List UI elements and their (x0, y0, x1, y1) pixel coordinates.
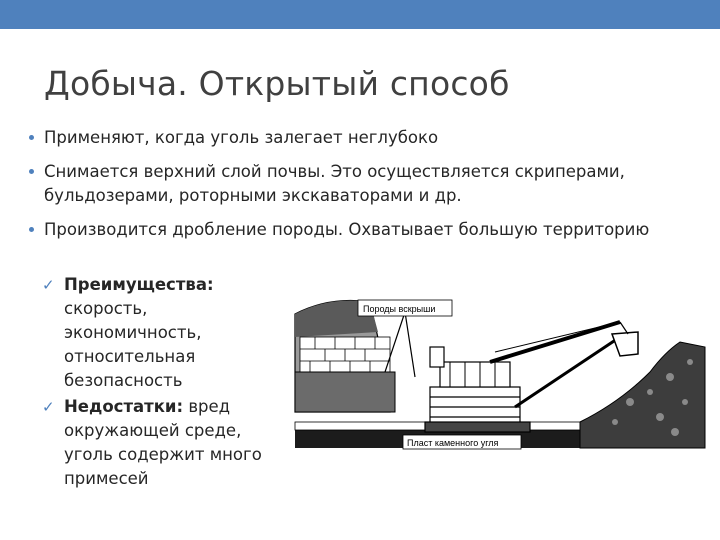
top-accent-bar (0, 0, 720, 29)
checkmark-icon: ✓ (42, 276, 55, 294)
bullet-dot-icon (29, 169, 34, 174)
bullet-list (28, 126, 708, 252)
slide-title: Добыча. Открытый способ (44, 64, 510, 103)
advantages-item (42, 273, 286, 393)
bullet-text: Производится дробление породы. Охватывает большую территорию (44, 220, 650, 239)
advantages-text: скорость, экономичность, относительная безопасность (64, 299, 202, 390)
bullet-dot-icon (29, 135, 34, 140)
bullet-text: Применяют, когда уголь залегает неглубоко (44, 128, 439, 147)
coal-seam-label: Пласт каменного угля (407, 438, 499, 448)
bullet-item (28, 126, 708, 150)
checkmark-icon: ✓ (42, 398, 55, 416)
disadvantages-item (42, 395, 286, 491)
bullet-item (28, 218, 708, 242)
bullet-item (28, 160, 708, 208)
bullet-text: Снимается верхний слой почвы. Это осуществляется скриперами, бульдозерами, роторными экскаваторами и др. (44, 162, 625, 205)
bullet-dot-icon (29, 227, 34, 232)
pros-cons-list (42, 273, 286, 493)
disadvantages-label: Недостатки: (64, 397, 184, 416)
advantages-label: Преимущества: (64, 275, 214, 294)
disadvantages-text: вред окружающей среде, уголь содержит много примесей (64, 397, 262, 488)
open-pit-mining-illustration (290, 292, 710, 472)
overburden-label: Породы вскрыши (363, 304, 436, 314)
